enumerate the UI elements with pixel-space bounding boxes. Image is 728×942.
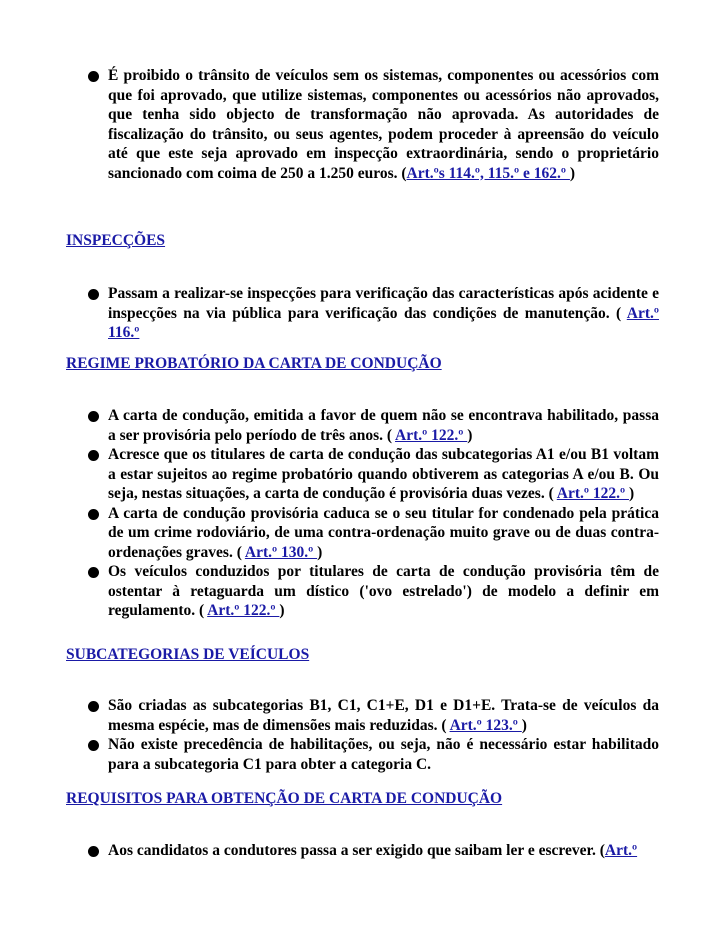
bullet-icon (88, 846, 99, 857)
article-link[interactable]: Art.º 122.º (207, 602, 280, 619)
list-item (88, 406, 659, 445)
bullet-icon (88, 567, 99, 578)
list-item (88, 445, 659, 504)
article-link[interactable]: Art.º 122.º (395, 426, 468, 444)
inspeccoes-list (88, 284, 659, 343)
section-heading-regime-probatorio[interactable]: REGIME PROBATÓRIO DA CARTA DE CONDUÇÃO (66, 355, 442, 372)
bullet-icon (88, 701, 99, 712)
section-heading-subcategorias[interactable]: SUBCATEGORIAS DE VEÍCULOS (66, 646, 310, 663)
bullet-icon (88, 509, 99, 520)
item-text: São criadas as subcategorias B1, C1, C1+E, D1 e D1+E. Trata-se de veículos da mesma espécie, mas de dimensões mais reduzidas. ( (108, 697, 659, 734)
article-link[interactable]: Art.º 122.º (556, 485, 629, 502)
item-tail: ) (628, 485, 635, 502)
bullet-icon (88, 740, 99, 751)
item-text: Aos candidatos a condutores passa a ser exigido que saibam ler e escrever. ( (108, 842, 605, 859)
item-text: Passam a realizar-se inspecções para verificação das características após acidente e inspecções na via pública para verificação das condições de manutenção. ( (108, 285, 659, 322)
bullet-icon (88, 450, 99, 461)
item-text: É proibido o trânsito de veículos sem os sistemas, componentes ou acessórios com que foi aprovado, que utilize sistemas, componentes ou acessórios não aprovados, que tenha sido objecto de transformação não aprovada. As autoridades de fiscalização do trânsito, ou seus agentes, podem proceder à apreensão do veículo até que este seja aprovado em inspecção extraordinária, sendo o proprietário sancionado com coima de 250 a 1.250 euros. ( (108, 67, 659, 182)
item-text: Os veículos conduzidos por titulares de carta de condução provisória têm de ostentar à retaguarda um dístico ('ovo estrelado') de modelo a definir em regulamento. ( (108, 563, 659, 619)
list-item (88, 696, 659, 735)
item-text: Não existe precedência de habilitações, ou seja, não é necessário estar habilitado para a subcategoria C1 para obter a categoria C. (108, 736, 659, 773)
item-tail: ) (521, 716, 527, 734)
list-item (88, 841, 659, 861)
requisitos-list (88, 841, 659, 861)
article-link[interactable]: Art.º 123.º (449, 716, 522, 734)
article-link[interactable]: Art.º 130.º (244, 543, 318, 561)
subcategorias-list (88, 696, 659, 774)
article-link[interactable]: Art.ºs 114.º, 115.º e 162.º (406, 164, 570, 182)
item-text: A carta de condução provisória caduca se o seu titular for condenado pela prática de um crime rodoviário, de uma contra-ordenação muito grave ou de duas contra-ordenações graves. ( (108, 504, 659, 561)
bullet-icon (88, 411, 99, 422)
item-tail: ) (467, 426, 473, 444)
bullet-icon (88, 71, 99, 82)
regime-list (88, 406, 659, 621)
list-item (88, 735, 659, 774)
list-item (88, 66, 659, 183)
item-tail: ) (569, 164, 576, 182)
list-item (88, 562, 659, 621)
item-text: Acresce que os titulares de carta de condução das subcategorias A1 e/ou B1 voltam a estar sujeitos ao regime probatório quando obtiverem as categorias A e/ou B. Ou seja, nestas situações, a carta de condução é provisória duas vezes. ( (108, 446, 659, 502)
item-tail: ) (317, 543, 323, 561)
list-item (88, 504, 659, 563)
item-text: A carta de condução, emitida a favor de quem não se encontrava habilitado, passa a ser provisória pelo período de três anos. ( (108, 407, 659, 444)
article-link[interactable]: Art.º (604, 842, 638, 859)
bullet-icon (88, 289, 99, 300)
article-link[interactable]: Art.º 116.º (108, 304, 659, 341)
section-heading-requisitos[interactable]: REQUISITOS PARA OBTENÇÃO DE CARTA DE CONDUÇÃO (66, 790, 503, 807)
item-tail: ) (279, 602, 285, 619)
veiculos-list (88, 66, 659, 183)
section-heading-inspeccoes[interactable]: INSPECÇÕES (66, 232, 166, 249)
list-item (88, 284, 659, 343)
